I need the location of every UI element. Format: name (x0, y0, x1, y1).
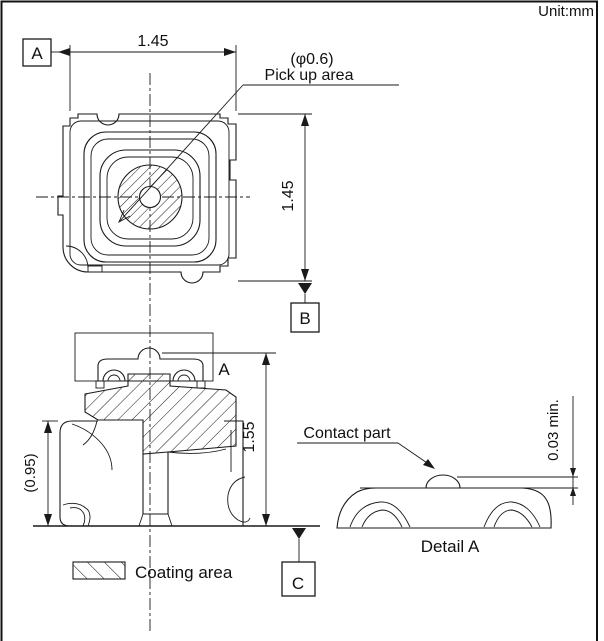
protrusion-arrow-upper-icon (570, 468, 576, 477)
coating-section-hatch (85, 374, 236, 454)
front-view (22, 333, 320, 596)
cap-leg-left-inner-arc (108, 375, 120, 381)
detail-ref-label: A (218, 360, 230, 379)
protrusion-dim-text: 0.03 min. (545, 399, 562, 461)
center-post-feet (139, 514, 172, 526)
bottom-edge-tab (88, 266, 102, 272)
cap-leg-right-inner-arc (178, 375, 190, 381)
top-view (23, 33, 399, 634)
overall-height-arrow-top-icon (262, 353, 270, 365)
height-dim-arrow-bottom-icon (301, 269, 309, 281)
coating-legend-label: Coating area (135, 563, 233, 582)
height-dim-arrow-top-icon (301, 114, 309, 126)
width-dim-text: 1.45 (137, 33, 169, 50)
unit-label: Unit:mm (538, 3, 594, 20)
overall-height-dim-text: 1.55 (241, 421, 258, 453)
body-outline-left (60, 421, 98, 526)
body-height-dim-text: (0.95) (22, 453, 39, 493)
contact-part-label: Contact part (303, 425, 391, 442)
pickup-area-label: Pick up area (264, 67, 354, 84)
pickup-diameter-dim: (φ0.6) (290, 51, 334, 68)
body-height-arrow-top-icon (44, 421, 52, 433)
body-foot-left-hook (63, 503, 90, 526)
datum-b-triangle-icon (298, 283, 312, 294)
contact-leader-arrow-icon (423, 459, 435, 469)
datum-c-label: C (291, 574, 305, 593)
detail-foot-left-arcs (350, 502, 410, 527)
datum-a-label: A (31, 44, 43, 63)
width-dim-arrow-icon (224, 48, 236, 56)
detail-a-view (297, 396, 578, 556)
coating-legend (73, 562, 233, 582)
datum-a-triangle-icon (58, 48, 70, 56)
datum-b-label: B (299, 309, 311, 328)
detail-body-outline (337, 488, 551, 528)
cap-foot-left (96, 381, 104, 388)
height-dim-text: 1.45 (280, 180, 297, 212)
body-height-arrow-bottom-icon (44, 514, 52, 526)
cap-leg-left-arc (103, 370, 125, 381)
contact-bump-arc (426, 475, 460, 488)
coating-swatch-icon (73, 562, 125, 579)
detail-foot-right-arcs (484, 502, 540, 527)
datum-c-triangle-icon (292, 528, 306, 539)
body-contour-curve (72, 424, 112, 470)
overall-height-arrow-bottom-icon (262, 514, 270, 526)
cap-leg-right-arc (173, 370, 195, 381)
cap-foot-right (197, 381, 205, 388)
detail-a-title: Detail A (420, 537, 480, 556)
